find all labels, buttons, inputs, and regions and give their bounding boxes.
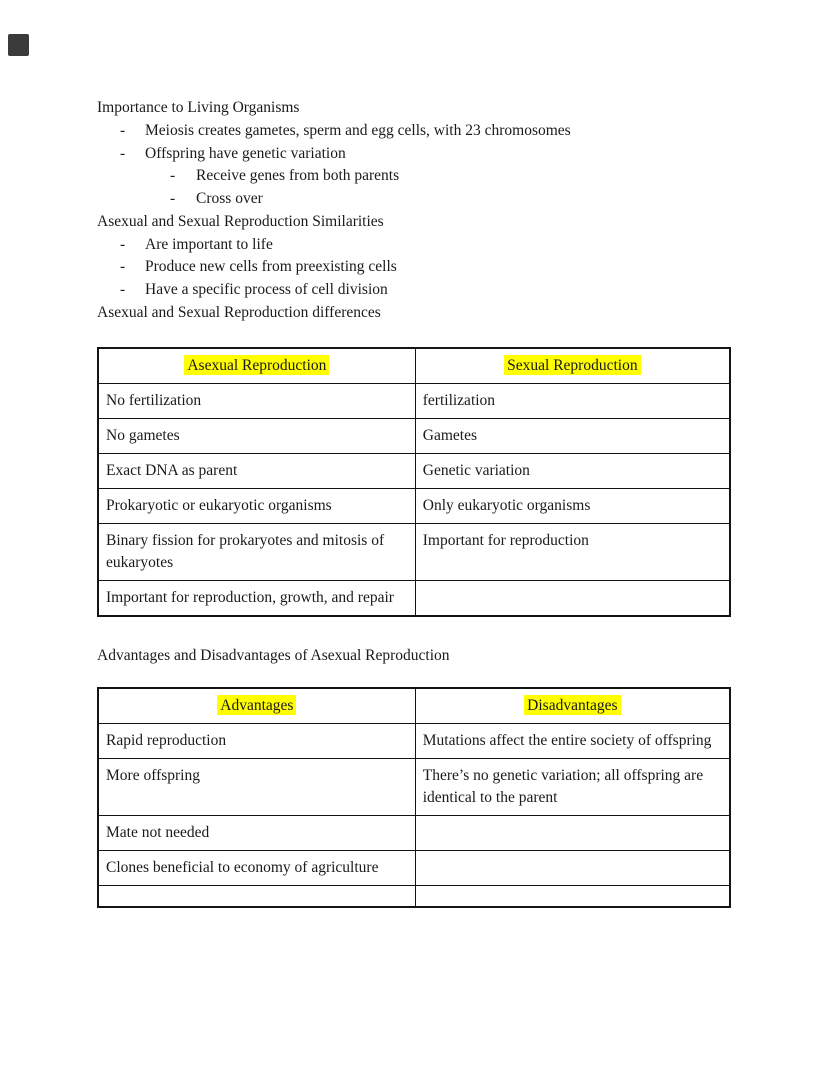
table-cell: Binary fission for prokaryotes and mitosis of eukaryotes	[98, 523, 415, 580]
table-cell	[415, 580, 730, 616]
table-header-row	[98, 348, 730, 384]
table-header-cell	[415, 688, 730, 724]
highlighted-header-text: Disadvantages	[524, 695, 620, 715]
list-item	[97, 234, 731, 257]
heading-text: Advantages and Disadvantages of Asexual Reproduction	[97, 646, 450, 664]
corner-mark	[8, 34, 29, 56]
table-cell: There’s no genetic variation; all offspring are identical to the parent	[415, 758, 730, 815]
reproduction-comparison-table	[97, 347, 731, 617]
table-cell	[98, 885, 415, 907]
bullet-dash: -	[120, 281, 126, 298]
table-cell: Important for reproduction, growth, and repair	[98, 580, 415, 616]
highlighted-header-text: Asexual Reproduction	[184, 355, 329, 375]
table-row	[98, 453, 730, 488]
heading-text: Asexual and Sexual Reproduction Similarities	[97, 212, 384, 230]
table-row	[98, 488, 730, 523]
list-item	[97, 120, 731, 143]
list-subitem	[97, 188, 731, 211]
advantages-disadvantages-table	[97, 687, 731, 909]
list-item	[97, 279, 731, 302]
notes-outline	[97, 97, 731, 325]
table-cell: Mutations affect the entire society of offspring	[415, 723, 730, 758]
table-row	[98, 523, 730, 580]
list-item-text: Meiosis creates gametes, sperm and egg cells, with 23 chromosomes	[145, 121, 571, 139]
table-row	[98, 850, 730, 885]
highlighted-header-text: Sexual Reproduction	[504, 355, 640, 375]
list-subitem	[97, 165, 731, 188]
table-row	[98, 885, 730, 907]
list-item-text: Have a specific process of cell division	[145, 281, 388, 298]
section-heading	[97, 302, 731, 325]
list-item-text: Receive genes from both parents	[196, 167, 400, 185]
table-cell: Important for reproduction	[415, 523, 730, 580]
list-item	[97, 256, 731, 279]
bullet-dash: -	[120, 235, 126, 253]
heading-text: Importance to Living Organisms	[97, 99, 300, 116]
table-header-cell	[98, 348, 415, 384]
table-cell: Prokaryotic or eukaryotic organisms	[98, 488, 415, 523]
table-cell: Exact DNA as parent	[98, 453, 415, 488]
table-cell: Gametes	[415, 418, 730, 453]
bullet-dash: -	[120, 258, 126, 276]
heading-text: Asexual and Sexual Reproduction differences	[97, 303, 381, 321]
document-page	[97, 97, 731, 908]
table-cell	[415, 850, 730, 885]
table-row	[98, 383, 730, 418]
bullet-dash: -	[170, 190, 176, 207]
table-header-row	[98, 688, 730, 724]
table-cell: Only eukaryotic organisms	[415, 488, 730, 523]
highlighted-header-text: Advantages	[217, 695, 296, 715]
table-row	[98, 418, 730, 453]
table-cell	[415, 815, 730, 850]
list-item-text: Offspring have genetic variation	[145, 144, 346, 162]
table-row	[98, 723, 730, 758]
bullet-dash: -	[120, 144, 126, 162]
list-item-text: Produce new cells from preexisting cells	[145, 258, 397, 276]
section-heading	[97, 644, 731, 667]
table-row	[98, 815, 730, 850]
table-cell: Rapid reproduction	[98, 723, 415, 758]
table-header-cell	[415, 348, 730, 384]
table-cell: More offspring	[98, 758, 415, 815]
bullet-dash: -	[170, 167, 176, 185]
list-item	[97, 143, 731, 166]
table-cell	[415, 885, 730, 907]
table-row	[98, 758, 730, 815]
table-cell: No fertilization	[98, 383, 415, 418]
section-heading	[97, 97, 731, 120]
table-cell: Genetic variation	[415, 453, 730, 488]
table-cell: fertilization	[415, 383, 730, 418]
bullet-dash: -	[120, 121, 126, 139]
table-cell: Mate not needed	[98, 815, 415, 850]
list-item-text: Are important to life	[145, 235, 273, 253]
table-cell: No gametes	[98, 418, 415, 453]
table-row	[98, 580, 730, 616]
table-header-cell	[98, 688, 415, 724]
table-cell: Clones beneficial to economy of agriculture	[98, 850, 415, 885]
section-heading	[97, 211, 731, 234]
list-item-text: Cross over	[196, 190, 263, 207]
